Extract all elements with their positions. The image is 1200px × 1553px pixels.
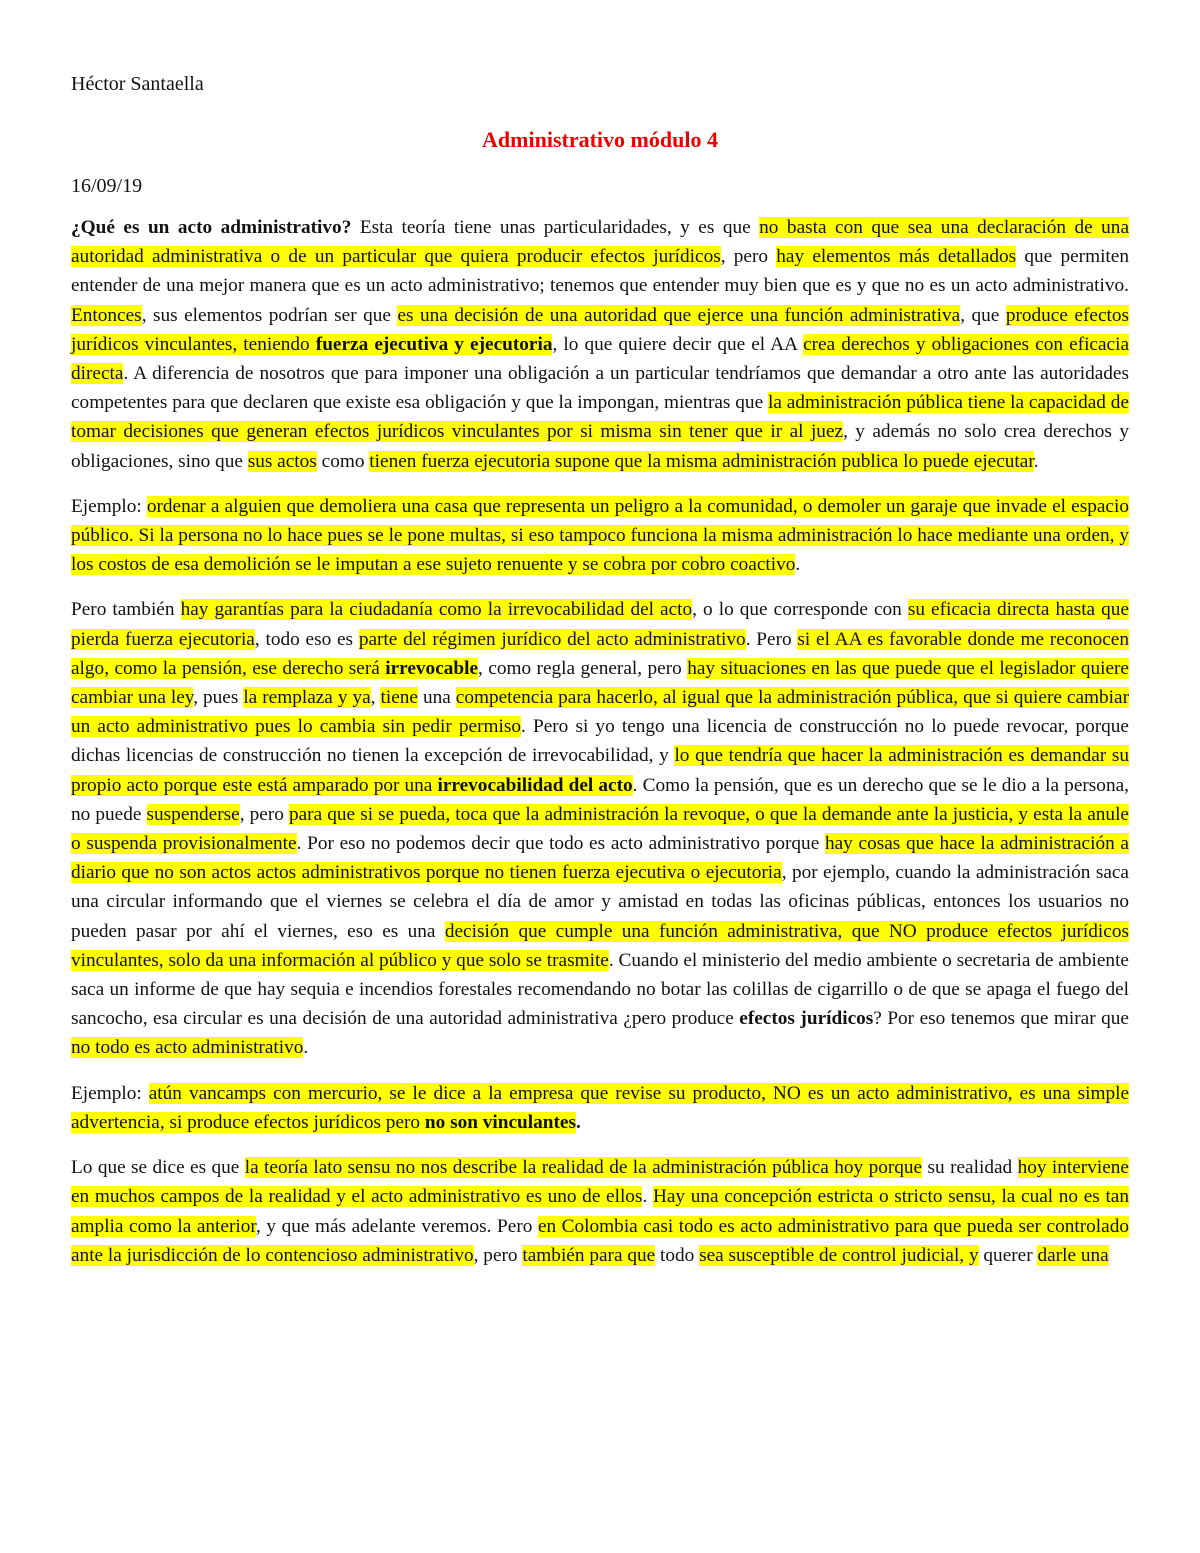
highlighted-text-segment: no basta con que sea una declaración de una autoridad administrativa o de un particular que quiera producir efectos jurídicos: [71, 217, 1130, 268]
text-bold-segment: .: [575, 1111, 581, 1133]
highlighted-text-bold-segment: no son vinculantes: [424, 1111, 576, 1133]
highlighted-text-segment: hay situaciones en las que puede que el legislador quiere cambiar una ley: [71, 657, 1129, 709]
text-segment: , y además no solo crea derechos y obligaciones, sino que: [71, 421, 1129, 472]
text-segment: . Cuando el ministerio del medio ambiente o secretaria de ambiente saca un informe de que hay sequia e incendios forestales recomendando no botar las colillas de cigarrillo o de que se apaga el fuego del sancocho, esa circular es una decisión de una autoridad administrativa ¿pero produce: [71, 949, 1129, 1030]
highlighted-text-segment: competencia para hacerlo, al igual que la administración pública, que si quiere cambiar un acto administrativo pues lo cambia sin pedir permiso: [71, 687, 1130, 738]
text-segment: , que: [960, 304, 1006, 326]
highlighted-text-bold-segment: irrevocabilidad del acto: [437, 774, 633, 796]
highlighted-text-bold-segment: fuerza ejecutiva y ejecutoria: [315, 333, 553, 355]
text-segment: , como regla general, pero: [478, 657, 688, 679]
text-segment: una: [417, 687, 456, 709]
text-segment: .: [795, 554, 801, 576]
text-segment: , pero: [239, 803, 289, 825]
text-segment: , pero: [720, 246, 777, 268]
text-segment: .: [1033, 450, 1039, 472]
text-segment: , pero: [473, 1244, 523, 1266]
text-segment: Pero también: [71, 599, 181, 621]
highlighted-text-segment: hoy interviene en muchos campos de la realidad y el acto administrativo es uno de ellos: [71, 1157, 1129, 1208]
text-segment: todo: [655, 1244, 700, 1266]
paragraph-ejemplo-demolicion: [71, 492, 1129, 580]
highlighted-text-bold-segment: irrevocable: [385, 657, 479, 679]
text-segment: .: [303, 1037, 309, 1059]
highlighted-text-segment: produce efectos jurídicos vinculantes, teniendo: [71, 304, 1130, 355]
text-segment: Ejemplo:: [71, 495, 147, 517]
highlighted-text-segment: ordenar a alguien que demoliera una casa que representa un peligro a la comunidad, o demoler un garaje que invade el espacio público. Si la persona no lo hace pues se le pone multas, si eso tampoco funciona la misma administración lo hace mediante una orden, y los costos de esa demolición se le imputan a ese sujeto renuente y se cobra por cobro coactivo: [71, 495, 1129, 576]
highlighted-text-segment: la teoría lato sensu no nos describe la realidad de la administración pública hoy porque: [244, 1157, 923, 1179]
highlighted-text-segment: decisión que cumple una función administrativa, que NO produce efectos jurídicos vinculantes, solo da una información al público y que solo se trasmite: [71, 920, 1129, 971]
highlighted-text-segment: suspenderse: [146, 803, 240, 825]
highlighted-text-segment: tiene: [380, 687, 418, 709]
paragraph-ejemplo-atun: [71, 1079, 1129, 1137]
text-segment: . Como la pensión, que es un derecho que se le dio a la persona, no puede: [71, 774, 1129, 825]
highlighted-text-segment: la remplaza y ya: [243, 687, 371, 709]
paragraph-garantias: [71, 595, 1129, 1062]
highlighted-text-segment: Hay una concepción estricta o stricto sensu, la cual no es tan amplia como la anterior: [71, 1186, 1129, 1237]
text-segment: Esta teoría tiene unas particularidades, y es que: [351, 217, 760, 238]
highlighted-text-segment: para que si se pueda, toca que la administración la revoque, o que la demande ante la justicia, y esta la anule o suspenda provisionalmente: [71, 803, 1129, 855]
paragraph-lato-sensu: [71, 1153, 1129, 1270]
text-segment: . Por eso no podemos decir que todo es acto administrativo porque: [296, 833, 825, 855]
highlighted-text-segment: atún vancamps con mercurio, se le dice a la empresa que revise su producto, NO es un acto administrativo, es una simple advertencia, si produce efectos jurídicos pero: [71, 1082, 1129, 1133]
highlighted-text-segment: si el AA es favorable donde me reconocen algo, como la pensión, ese derecho será: [71, 628, 1130, 679]
highlighted-text-segment: parte del régimen jurídico del acto administrativo: [358, 628, 746, 650]
highlighted-text-segment: es una decisión de una autoridad que ejerce una función administrativa: [397, 304, 961, 326]
document-title: Administrativo módulo 4: [482, 127, 718, 152]
document-date: 16/09/19: [71, 175, 143, 197]
text-segment: querer: [978, 1244, 1038, 1266]
highlighted-text-segment: Entonces: [71, 304, 142, 326]
highlighted-text-segment: sea susceptible de control judicial, y: [699, 1244, 979, 1266]
highlighted-text-segment: darle una: [1037, 1244, 1109, 1266]
text-segment: . A diferencia de nosotros que para imponer una obligación a un particular tendríamos que demandar a otro ante las autoridades competentes para que declaren que existe esa obligación y que la impongan, mientras que: [71, 363, 1129, 414]
text-segment: Ejemplo:: [71, 1082, 149, 1104]
text-segment: .: [642, 1186, 653, 1208]
paragraph-acto-administrativo: [71, 213, 1129, 476]
text-segment: , sus elementos podrían ser que: [141, 304, 398, 326]
highlighted-text-segment: tienen fuerza ejecutoria supone que la misma administración publica lo puede ejecutar: [369, 450, 1034, 472]
text-segment: , lo que quiere decir que el AA: [552, 333, 804, 355]
highlighted-text-segment: sus actos: [247, 450, 317, 472]
text-segment: , todo eso es: [254, 628, 359, 650]
author-name: Héctor Santaella: [71, 73, 204, 95]
text-bold-segment: efectos jurídicos: [739, 1008, 874, 1030]
highlighted-text-segment: también para que: [522, 1244, 656, 1266]
text-segment: , pues: [193, 687, 244, 709]
highlighted-text-segment: la administración pública tiene la capacidad de tomar decisiones que generan efectos jurídicos vinculantes por si misma sin tener que ir al juez: [71, 392, 1129, 443]
text-bold-segment: ¿Qué es un acto administrativo?: [71, 217, 352, 238]
text-segment: Lo que se dice es que: [71, 1157, 245, 1179]
highlighted-text-segment: hay cosas que hace la administración a diario que no son actos actos administrativos porque no tienen fuerza ejecutiva o ejecutoria: [71, 833, 1129, 884]
text-segment: , y que más adelante veremos. Pero: [256, 1215, 538, 1237]
text-segment: . Pero: [745, 628, 798, 650]
highlighted-text-segment: en Colombia casi todo es acto administrativo para que pueda ser controlado ante la jurisdicción de lo contencioso administrativo: [71, 1215, 1129, 1266]
highlighted-text-segment: crea derechos y obligaciones con eficacia directa: [71, 333, 1130, 385]
text-segment: su realidad: [922, 1157, 1018, 1179]
highlighted-text-segment: lo que tendría que hacer la administración es demandar su propio acto porque este está amparado por una: [71, 745, 1130, 796]
highlighted-text-segment: no todo es acto administrativo: [71, 1037, 304, 1059]
text-segment: ? Por eso tenemos que mirar que: [873, 1008, 1129, 1030]
highlighted-text-segment: hay elementos más detallados: [776, 246, 1017, 268]
text-segment: ,: [370, 687, 381, 709]
text-segment: como: [316, 450, 370, 472]
highlighted-text-segment: hay garantías para la ciudadanía como la irrevocabilidad del acto: [180, 599, 693, 621]
text-segment: . Pero si yo tengo una licencia de construcción no lo puede revocar, porque dichas licencias de construcción no tienen la excepción de irrevocabilidad, y: [71, 716, 1129, 767]
text-segment: , por ejemplo, cuando la administración saca una circular informando que el viernes se celebra el día de amor y amistad en todas las oficinas públicas, entonces los usuarios no pueden pasar por ahí el viernes, eso es una: [71, 862, 1129, 942]
highlighted-text-segment: su eficacia directa hasta que pierda fuerza ejecutoria: [71, 599, 1129, 650]
text-segment: que permiten entender de una mejor manera que es un acto administrativo; tenemos que entender muy bien que es y que no es un acto administrativo.: [71, 246, 1129, 297]
text-segment: , o lo que corresponde con: [692, 599, 908, 621]
